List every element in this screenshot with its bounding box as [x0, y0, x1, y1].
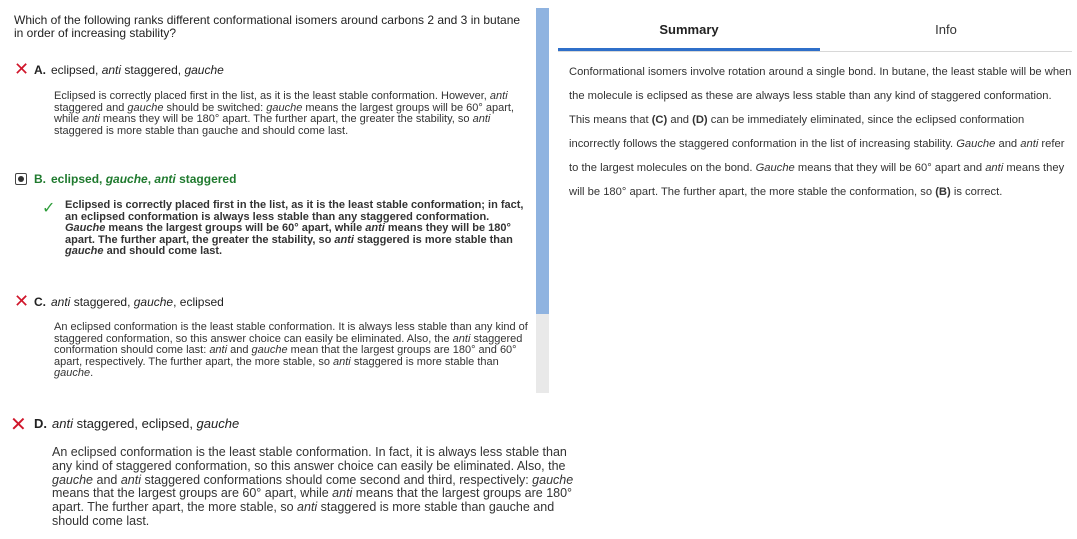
option-a[interactable]	[14, 59, 224, 80]
option-b-explanation: Eclipsed is correctly placed first in the list, as it is the least stable conformation; in fact, an eclipsed conformation is always less stable than any staggered conformation. Gauche means the largest groups will be 60° apart, while anti means they will be 180° apart. The further apart, the greater the stability, so anti staggered is more stable than gauche and should come last.	[65, 199, 524, 257]
summary-text: Conformational isomers involve rotation around a single bond. In butane, the least stable will be when the molecule is eclipsed as these are always less stable than any kind of staggered conformation. This means that (C) and (D) can be immediately eliminated, since the eclipsed conformation incorrectly follows the staggered conformation in the list of increasing stability. Gauche and anti refer to the largest molecules on the bond. Gauche means that they will be 60° apart and anti means they will be 180° apart. The further apart, the more stable the conformation, so (B) is correct.	[569, 66, 1072, 198]
option-d-explanation: An eclipsed conformation is the least stable conformation. In fact, it is always less stable than any kind of staggered conformation, so this answer choice can easily be eliminated. Also, the gauche and anti staggered conformations should come second and third, respectively: gauche means that the largest groups are 60° apart, while anti means that the largest groups are 180° apart. The further apart, the more stable, so anti staggered is more stable than gauche and should come last.	[52, 445, 574, 528]
explanation-tabs	[558, 14, 1072, 52]
selected-radio-icon[interactable]	[15, 173, 27, 185]
option-letter: C.	[34, 295, 46, 309]
option-letter: A.	[34, 63, 46, 77]
question-pane	[0, 0, 536, 393]
option-a-explanation: Eclipsed is correctly placed first in the list, as it is the least stable conformation. However, anti staggered and gauche should be switched: gauche means the largest groups will be 60° apart, while anti means they will be 180° apart. The further apart, the greater the stability, so anti staggered is more stable than gauche and should come last.	[54, 90, 514, 137]
option-d[interactable]	[10, 411, 240, 436]
tab-info[interactable]: Info	[935, 22, 957, 37]
tab-summary[interactable]: Summary	[558, 14, 820, 51]
scrollbar-thumb[interactable]	[536, 8, 549, 314]
option-text: anti staggered, eclipsed, gauche	[52, 416, 240, 431]
option-text: anti staggered, gauche, eclipsed	[51, 295, 224, 309]
incorrect-x-icon: ✕	[14, 291, 30, 312]
option-b[interactable]	[15, 172, 236, 186]
option-letter: B.	[34, 172, 46, 186]
option-text: eclipsed, gauche, anti staggered	[51, 172, 237, 186]
correct-check-icon: ✓	[42, 198, 56, 217]
option-letter: D.	[34, 416, 47, 431]
incorrect-x-icon: ✕	[14, 59, 30, 80]
option-text: eclipsed, anti staggered, gauche	[51, 63, 224, 77]
question-text: Which of the following ranks different conformational isomers around carbons 2 and 3 in butane in order of increasing stability?	[14, 13, 521, 40]
option-c[interactable]	[14, 291, 224, 312]
incorrect-x-icon: ✕	[10, 411, 27, 436]
option-c-explanation: An eclipsed conformation is the least stable conformation. It is always less stable than any kind of staggered conformation, so this answer choice can easily be eliminated. Also, the anti staggered conformation should come last: anti and gauche mean that the largest groups are 180° and 60° apart, respectively. The further apart, the more stable, so anti staggered is more stable than gauche.	[54, 321, 528, 379]
